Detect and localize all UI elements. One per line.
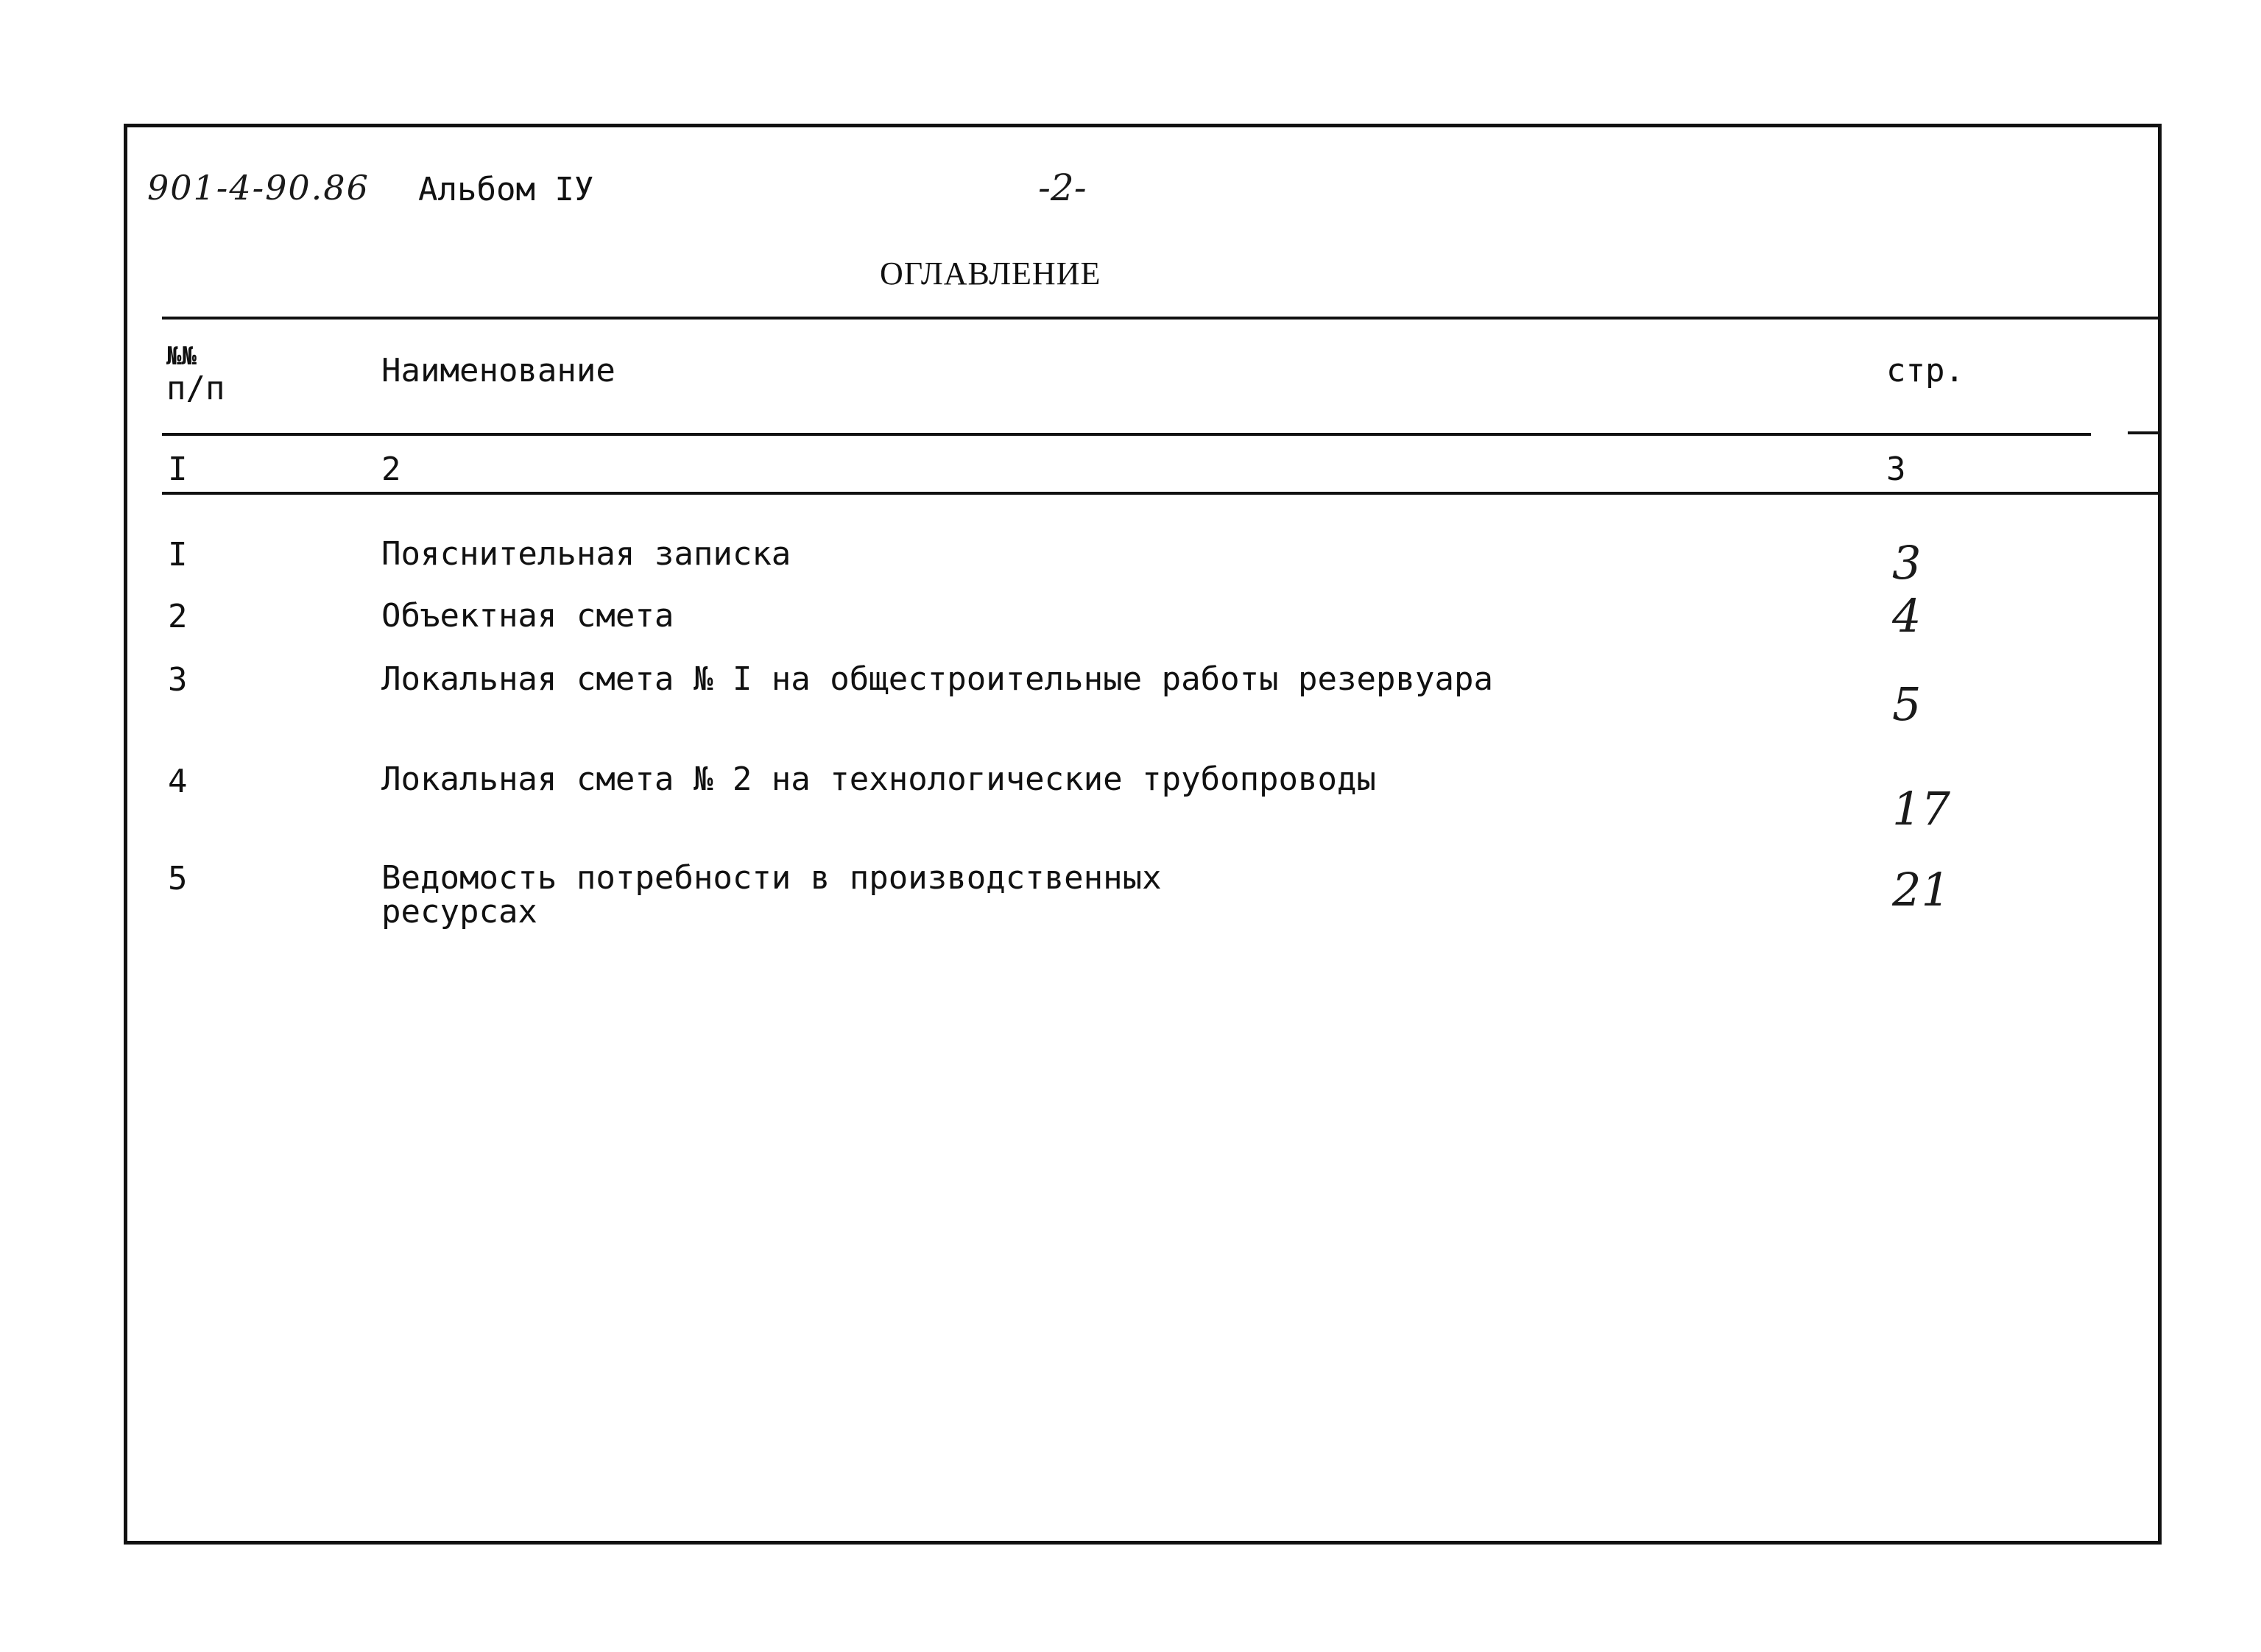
row-5-page: 21 bbox=[1892, 863, 1950, 917]
index-bottom-rule bbox=[162, 492, 2162, 495]
row-2-number: 2 bbox=[168, 598, 188, 635]
row-1-title: Пояснительная записка bbox=[381, 535, 791, 573]
row-4-title: Локальная смета № 2 на технологические трубопроводы bbox=[381, 760, 1377, 798]
row-5-title: Ведомость потребности в производственных ресурсах bbox=[381, 859, 1162, 931]
header-bottom-rule-stub bbox=[2128, 431, 2162, 434]
row-2-page: 4 bbox=[1892, 589, 1922, 643]
table-top-rule bbox=[162, 317, 2162, 320]
column-header-number-line1: №№ bbox=[166, 342, 197, 371]
page-number: -2- bbox=[1038, 166, 1087, 209]
column-index-2: 2 bbox=[381, 451, 401, 488]
row-4-page: 17 bbox=[1892, 782, 1950, 836]
row-3-page: 5 bbox=[1892, 677, 1922, 731]
page-frame bbox=[124, 124, 2162, 1545]
row-5-number: 5 bbox=[168, 860, 188, 897]
column-index-1: I bbox=[168, 451, 188, 488]
column-header-number bbox=[166, 340, 225, 405]
page-title: ОГЛАВЛЕНИЕ bbox=[880, 255, 1101, 292]
row-1-page: 3 bbox=[1892, 536, 1922, 590]
column-header-name: Наименование bbox=[381, 352, 615, 389]
row-4-number: 4 bbox=[168, 763, 188, 800]
column-index-3: 3 bbox=[1886, 451, 1906, 488]
column-header-number-line2: п/п bbox=[166, 370, 225, 407]
row-3-title: Локальная смета № I на общестроительные работы резервуара bbox=[381, 660, 1493, 698]
row-3-number: 3 bbox=[168, 661, 188, 699]
row-1-number: I bbox=[168, 536, 188, 573]
row-2-title: Объектная смета bbox=[381, 597, 674, 635]
column-header-page: стр. bbox=[1886, 352, 1964, 389]
header-bottom-rule bbox=[162, 433, 2091, 436]
document-code: 901-4-90.86 bbox=[147, 168, 370, 208]
album-label: Альбом IУ bbox=[418, 171, 594, 208]
